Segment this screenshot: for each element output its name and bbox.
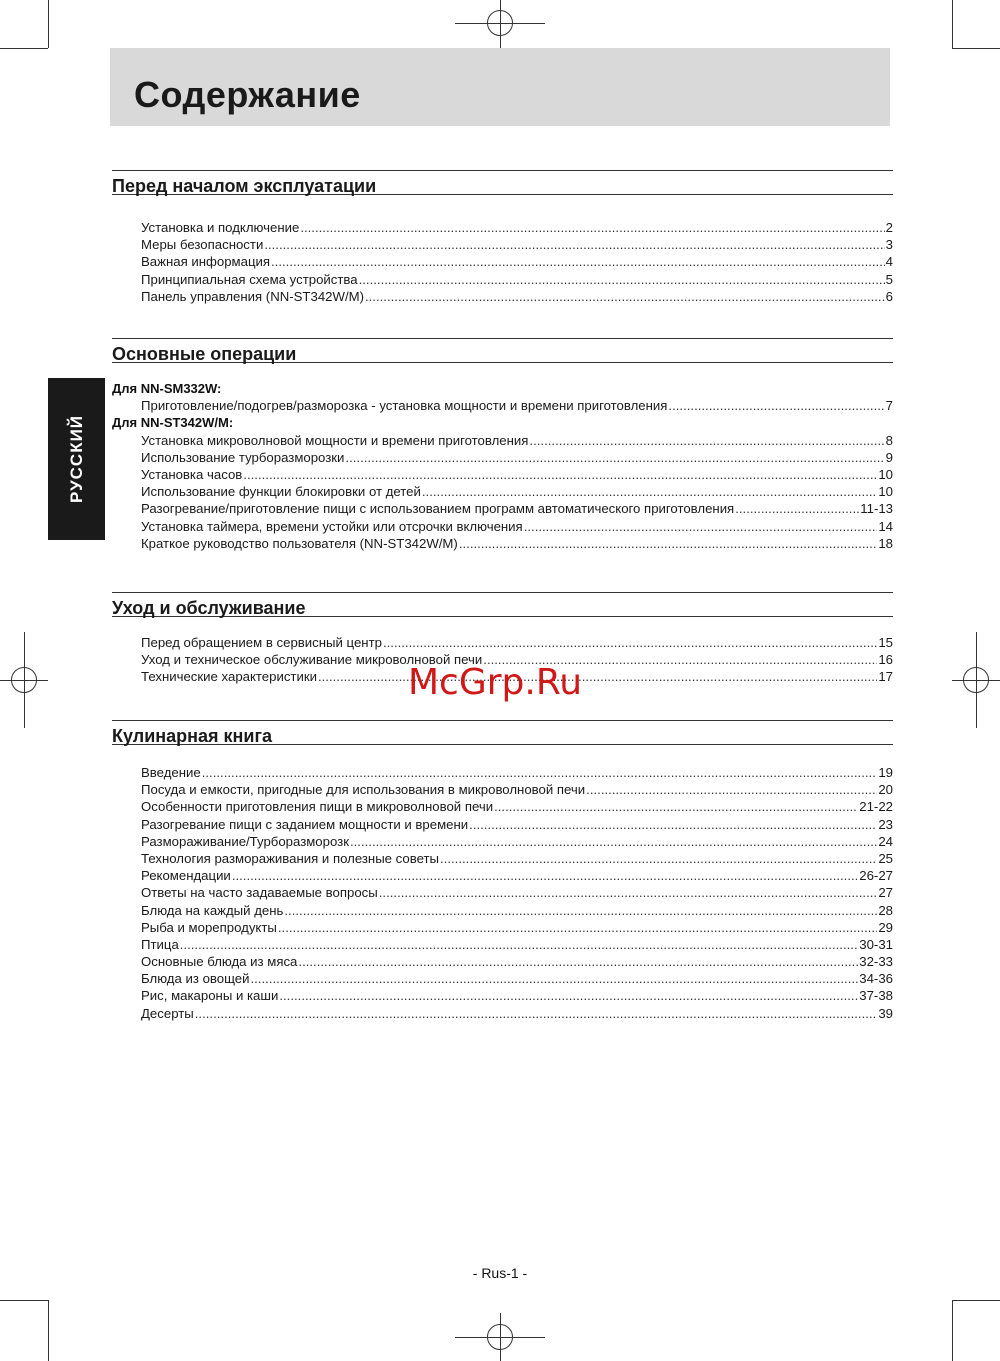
- toc-entry[interactable]: Установка микроволновой мощности и времени приготовления ..... 8: [112, 432, 893, 449]
- section-heading: Перед началом эксплуатации: [112, 176, 377, 196]
- toc-entry[interactable]: Панель управления (NN-ST342W/M) ..... 6: [112, 288, 893, 305]
- section-heading: Кулинарная книга: [112, 726, 272, 746]
- page-number: - Rus-1 -: [472, 1265, 528, 1281]
- section-heading-box: [112, 592, 893, 617]
- toc-entry[interactable]: Технические характеристики ..... 17: [112, 668, 893, 685]
- toc-entry[interactable]: Особенности приготовления пищи в микроволновой печи ..... 21-22: [112, 798, 893, 815]
- toc-entry[interactable]: Блюда на каждый день ..... 28: [112, 902, 893, 919]
- toc-entry[interactable]: Краткое руководство пользователя (NN-ST342W/M) ..... 18: [112, 535, 893, 552]
- language-tab: [48, 378, 105, 540]
- section-before-use: [112, 170, 893, 305]
- toc-entry[interactable]: Размораживание/Турборазморозк ..... 24: [112, 833, 893, 850]
- toc-entry[interactable]: Рис, макароны и каши ..... 37-38: [112, 987, 893, 1004]
- section-basic-operations: [112, 338, 893, 552]
- toc-entry[interactable]: Использование функции блокировки от детей ..... 10: [112, 483, 893, 500]
- toc-entry[interactable]: Основные блюда из мяса ..... 32-33: [112, 953, 893, 970]
- model-subheading: Для NN-ST342W/M:: [112, 415, 234, 431]
- title-banner: [110, 48, 890, 126]
- toc-entry[interactable]: Рекомендации ..... 26-27: [112, 867, 893, 884]
- toc-entry[interactable]: Введение ..... 19: [112, 764, 893, 781]
- section-heading-box: [112, 170, 893, 195]
- model-subheading: Для NN-SM332W:: [112, 381, 222, 396]
- toc-entry[interactable]: Рыба и морепродукты ..... 29: [112, 919, 893, 936]
- toc-entry[interactable]: Блюда из овощей ..... 34-36: [112, 970, 893, 987]
- toc-entry[interactable]: Ответы на часто задаваемые вопросы ..... 27: [112, 884, 893, 901]
- toc-entry[interactable]: Меры безопасности ..... 3: [112, 236, 893, 253]
- toc-entry[interactable]: Принципиальная схема устройства ..... 5: [112, 271, 893, 288]
- toc-entry[interactable]: Важная информация ..... 4: [112, 253, 893, 270]
- language-tab-label: РУССКИЙ: [66, 414, 86, 504]
- toc-entry[interactable]: Технология размораживания и полезные советы ..... 25: [112, 850, 893, 867]
- toc-entry[interactable]: Использование турборазморозки ..... 9: [112, 449, 893, 466]
- watermark: McGrp.Ru: [408, 662, 583, 703]
- section-cookbook: [112, 720, 893, 1022]
- section-heading: Уход и обслуживание: [112, 598, 306, 618]
- section-heading: Основные операции: [112, 344, 297, 364]
- toc-entry[interactable]: Разогревание/приготовление пищи с использованием программ автоматического приготовления ..... 11-13: [112, 500, 893, 517]
- toc-entry[interactable]: Установка часов ..... 10: [112, 466, 893, 483]
- toc-entry[interactable]: Установка таймера, времени устойки или отсрочки включения ..... 14: [112, 518, 893, 535]
- toc-entry[interactable]: Птица ..... 30-31: [112, 936, 893, 953]
- toc-entry[interactable]: Посуда и емкости, пригодные для использования в микроволновой печи ..... 20: [112, 781, 893, 798]
- section-heading-box: [112, 338, 893, 363]
- toc-entry[interactable]: Уход и техническое обслуживание микроволновой печи ..... 16: [112, 651, 893, 668]
- section-heading-box: [112, 720, 893, 745]
- page-title: Содержание: [134, 74, 361, 115]
- toc-entry[interactable]: Десерты ..... 39: [112, 1005, 893, 1022]
- toc-entry[interactable]: Разогревание пищи с заданием мощности и времени ..... 23: [112, 816, 893, 833]
- toc-entry[interactable]: Перед обращением в сервисный центр ..... 15: [112, 634, 893, 651]
- toc-entry[interactable]: Установка и подключение ..... 2: [112, 219, 893, 236]
- toc-entry[interactable]: Приготовление/подогрев/разморозка - установка мощности и времени приготовления ..... 7: [112, 397, 893, 414]
